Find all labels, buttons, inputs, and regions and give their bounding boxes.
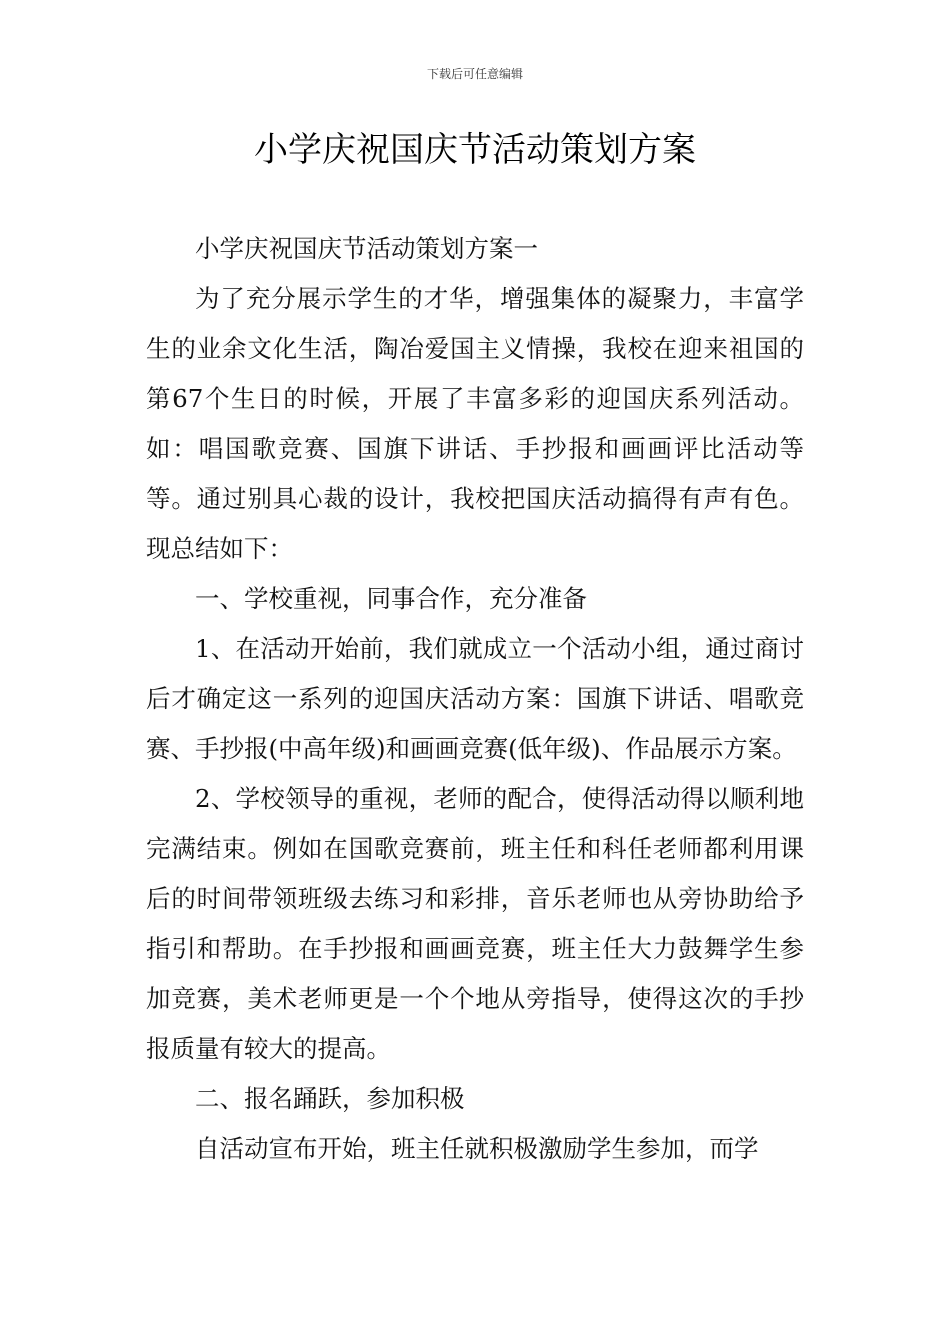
paragraph: 自活动宣布开始，班主任就积极激励学生参加，而学 [195,1134,759,1163]
section-heading: 一、学校重视，同事合作，充分准备 [195,584,587,613]
document-body [146,224,804,1174]
paragraph: 2、学校领导的重视，老师的配合，使得活动得以顺利地完满结束。例如在国歌竞赛前，班主任和科任老师都利用课后的时间带领班级去练习和彩排，音乐老师也从旁协助给予指引和帮助。在手抄报和画画竞赛，班主任大力鼓舞学生参加竞赛，美术老师更是一个个地从旁指导，使得这次的手抄报质量有较大的提高。 [146,784,804,1063]
section-heading: 小学庆祝国庆节活动策划方案一 [195,234,538,263]
paragraph: 为了充分展示学生的才华，增强集体的凝聚力，丰富学生的业余文化生活，陶冶爱国主义情操，我校在迎来祖国的第67个生日的时候，开展了丰富多彩的迎国庆系列活动。如：唱国歌竞赛、国旗下讲话、手抄报和画画评比活动等等。通过别具心裁的设计，我校把国庆活动搞得有声有色。现总结如下： [146,284,804,563]
paragraph: 1、在活动开始前，我们就成立一个活动小组，通过商讨后才确定这一系列的迎国庆活动方案：国旗下讲话、唱歌竞赛、手抄报(中高年级)和画画竞赛(低年级)、作品展示方案。 [146,634,804,763]
section-heading: 二、报名踊跃，参加积极 [195,1084,465,1113]
header-note: 下载后可任意编辑 [426,67,523,81]
document-title: 小学庆祝国庆节活动策划方案 [254,130,696,170]
